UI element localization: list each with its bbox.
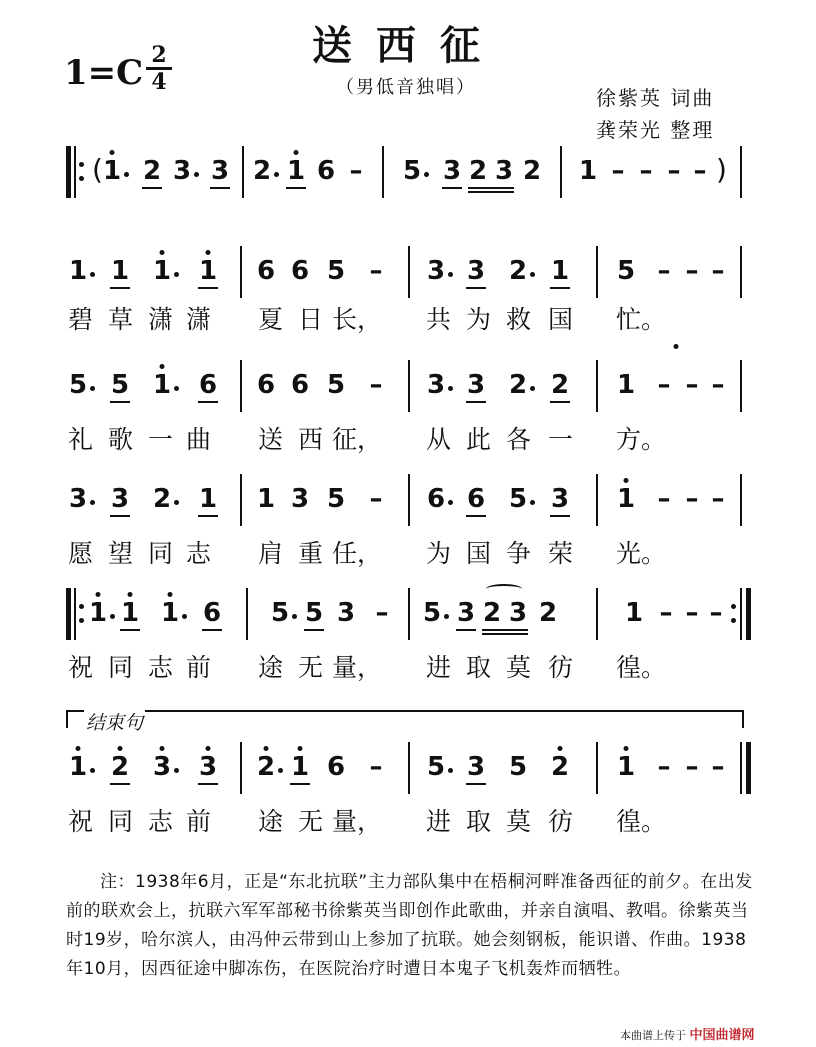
augmentation-dot [174,272,179,277]
beam-underline [468,187,514,189]
note: 1 [198,256,218,286]
augmentation-dot [444,614,449,619]
note: 1 [68,256,88,286]
octave-dot-high [558,746,563,751]
lyric-char: 礼 [68,425,94,454]
sustain-dash: – [711,370,725,400]
note: 5 [616,256,636,286]
octave-dot-high [160,746,165,751]
beam-underline [466,287,486,289]
beam-underline [466,783,486,785]
note: 3 [426,370,446,400]
lyric-char: 莫 [506,807,532,836]
lyric-char: 此 [466,425,492,454]
augmentation-dot [530,272,535,277]
repeat-start-thin [74,588,76,640]
lyric-char: 国 [466,539,492,568]
lyric-char: 志 [186,539,212,568]
beam-underline [290,783,310,785]
augmentation-dot [274,172,279,177]
note: 1 [624,598,644,628]
sustain-dash: – [611,156,625,186]
lyric-char: 徨。 [616,653,667,682]
beam-underline [120,629,140,631]
note: 6 [316,156,336,186]
augmentation-dot [424,172,429,177]
repeat-dot [731,618,736,623]
augmentation-dot [292,614,297,619]
sustain-dash: – [369,752,383,782]
lyric-char: 曲 [186,425,212,454]
lyric-char: 量， [332,653,383,682]
beam-underline [286,187,306,189]
historical-note [66,868,756,984]
beam-underline [482,633,528,635]
paren-close: ) [716,153,727,186]
repeat-dot [79,176,84,181]
lyric-char: 同 [108,807,134,836]
note: 2 [538,598,558,628]
augmentation-dot [448,272,453,277]
lyric-char: 歌 [108,425,134,454]
note: 5 [402,156,422,186]
lyric-char: 同 [148,539,174,568]
note: 3 [152,752,172,782]
repeat-dot [79,618,84,623]
note: 6 [290,370,310,400]
lyric-char: 望 [108,539,134,568]
lyric-char: 彷 [548,807,574,836]
note: 1 [290,752,310,782]
barline [240,474,242,526]
note: 3 [210,156,230,186]
note: 6 [256,370,276,400]
barline [240,742,242,794]
octave-dot-high [298,746,303,751]
lyric-char: 送 [258,425,284,454]
sustain-dash: – [657,256,671,286]
note: 1 [160,598,180,628]
lyric-char: 潇 [148,305,174,334]
note: 3 [172,156,192,186]
note: 3 [442,156,462,186]
augmentation-dot [530,500,535,505]
note: 1 [152,370,172,400]
song-subtitle: （男低音独唱） [336,77,476,98]
lyric-char: 一 [548,425,574,454]
barline [246,588,248,640]
sustain-dash: – [711,256,725,286]
lyric-char: 途 [258,653,284,682]
octave-dot-high [264,746,269,751]
note: 1 [256,484,276,514]
beam-underline [304,629,324,631]
note: 5 [326,484,346,514]
note: 1 [616,752,636,782]
note: 6 [326,752,346,782]
sustain-dash: – [369,256,383,286]
octave-dot-high [118,746,123,751]
note: 3 [336,598,356,628]
note: 2 [482,598,502,628]
note: 2 [252,156,272,186]
note: 3 [290,484,310,514]
note: 3 [550,484,570,514]
sustain-dash: – [667,156,681,186]
augmentation-dot [182,614,187,619]
augmentation-dot [90,500,95,505]
beam-underline [110,515,130,517]
octave-dot-high [110,150,115,155]
note: 1 [198,484,218,514]
lyric-char: 徨。 [616,807,667,836]
note: 5 [326,256,346,286]
octave-dot-high [168,592,173,597]
sustain-dash: – [657,752,671,782]
note: 3 [494,156,514,186]
repeat-end-thin [740,588,742,640]
note: 1 [88,598,108,628]
lyric-char: 志 [148,653,174,682]
augmentation-dot [448,500,453,505]
sustain-dash: – [659,598,673,628]
beam-underline [198,515,218,517]
lyric-char: 各 [506,425,532,454]
barline [408,588,410,640]
sustain-dash: – [685,370,699,400]
beam-underline [550,287,570,289]
beam-underline [142,187,162,189]
barline [596,588,598,640]
lyric-char: 无 [298,653,324,682]
lyric-char: 无 [298,807,324,836]
note: 2 [550,752,570,782]
beam-underline [482,629,528,631]
note: 5 [304,598,324,628]
note: 3 [466,752,486,782]
note: 6 [202,598,222,628]
repeat-start [66,588,71,640]
note: 1 [110,256,130,286]
barline [240,360,242,412]
beam-underline [550,401,570,403]
repeat-start-thin [74,146,76,198]
note: 6 [466,484,486,514]
augmentation-dot [174,768,179,773]
barline [382,146,384,198]
repeat-dot [79,162,84,167]
beam-underline [202,629,222,631]
lyric-char: 重 [298,539,324,568]
lyric-char: 荣 [548,539,574,568]
note: 3 [456,598,476,628]
note: 2 [550,370,570,400]
barline [408,360,410,412]
note: 3 [426,256,446,286]
lyric-char: 同 [108,653,134,682]
barline [596,474,598,526]
footer [620,1024,755,1043]
barline [560,146,562,198]
lyric-char: 彷 [548,653,574,682]
note: 6 [256,256,276,286]
note: 2 [522,156,542,186]
note: 6 [426,484,446,514]
note: 5 [508,752,528,782]
augmentation-dot [110,614,115,619]
lyric-char: 前 [186,653,212,682]
barline [596,246,598,298]
lyric-char: 共 [426,305,452,334]
lyric-char: 方。 [616,425,667,454]
augmentation-dot [174,386,179,391]
beam-underline [210,187,230,189]
sustain-dash: – [711,484,725,514]
octave-dot-high [624,478,629,483]
paren-open: ( [92,153,103,186]
ending-label: 结束句 [84,708,145,735]
beam-underline [110,287,130,289]
lyric-char: 忙。 [616,305,667,334]
sustain-dash: – [639,156,653,186]
time-denominator: 4 [151,69,167,95]
note: 2 [508,256,528,286]
note: 5 [508,484,528,514]
sustain-dash: – [711,752,725,782]
lyric-char: 长， [332,305,383,334]
repeat-dot [79,604,84,609]
note: 1 [102,156,122,186]
lyric-char: 肩 [258,539,284,568]
barline [740,360,742,412]
sustain-dash: – [375,598,389,628]
barline [740,146,742,198]
note: 2 [110,752,130,782]
sustain-dash: – [685,598,699,628]
final-barline [746,742,751,794]
note: 6 [290,256,310,286]
lyric-char: 量， [332,807,383,836]
note: 1 [578,156,598,186]
lyric-char: 西 [298,425,324,454]
note: 2 [142,156,162,186]
lyric-char: 救 [506,305,532,334]
octave-dot-high [206,250,211,255]
lyric-char: 进 [426,807,452,836]
lyric-char: 愿 [68,539,94,568]
octave-dot-high [160,364,165,369]
note: 1 [286,156,306,186]
note: 5 [426,752,446,782]
lyric-char: 取 [466,653,492,682]
lyric-char: 志 [148,807,174,836]
barline [596,360,598,412]
note: 3 [68,484,88,514]
lyric-char: 潇 [186,305,212,334]
barline [408,474,410,526]
beam-underline [110,401,130,403]
note: 1 [616,484,636,514]
lyric-char: 进 [426,653,452,682]
octave-dot-high [294,150,299,155]
lyric-char: 任， [332,539,383,568]
note: 3 [466,256,486,286]
note: 5 [68,370,88,400]
note: 3 [198,752,218,782]
barline [408,742,410,794]
footer-site: 中国曲谱网 [689,1028,755,1043]
repeat-dot [731,604,736,609]
song-title: 送西征 [312,23,504,69]
note: 6 [198,370,218,400]
note-paragraph: 注：1938年6月，正是“东北抗联”主力部队集中在梧桐河畔准备西征的前夕。在出发前的联欢会上，抗联六军军部秘书徐紫英当即创作此歌曲，并亲自演唱、教唱。徐紫英当时19岁，哈尔滨人，由冯仲云带到山上参加了抗联。她会刻钢板，能识谱、作曲。1938年10月，因西征途中脚冻伤，在医院治疗时遭日本鬼子飞机轰炸而牺牲。 [66,872,753,979]
augmentation-dot [194,172,199,177]
beam-underline [442,187,462,189]
augmentation-dot [90,386,95,391]
footer-prefix: 本曲谱上传于 [620,1029,686,1042]
lyric-char: 莫 [506,653,532,682]
note: 2 [256,752,276,782]
note: 1 [68,752,88,782]
lyric-char: 一 [148,425,174,454]
sustain-dash: – [685,256,699,286]
note: 3 [508,598,528,628]
note: 3 [466,370,486,400]
octave-dot-high [624,746,629,751]
lyric-char: 碧 [68,305,94,334]
note: 2 [508,370,528,400]
note: 5 [270,598,290,628]
lyric-char: 夏 [258,305,284,334]
note: 2 [152,484,172,514]
slur [486,584,522,594]
augmentation-dot [90,768,95,773]
augmentation-dot [124,172,129,177]
barline [242,146,244,198]
lyric-char: 途 [258,807,284,836]
sustain-dash: – [685,752,699,782]
augmentation-dot [174,500,179,505]
augmentation-dot [448,768,453,773]
time-signature [146,44,172,93]
beam-underline [466,515,486,517]
beam-underline [550,515,570,517]
sustain-dash: – [685,484,699,514]
lyric-char: 祝 [68,807,94,836]
barline [740,474,742,526]
augmentation-dot [278,768,283,773]
lyric-char: 草 [108,305,134,334]
sustain-dash: – [369,484,383,514]
augmentation-dot [530,386,535,391]
lyric-char: 日 [298,305,324,334]
beam-underline [456,629,476,631]
repeat-end [746,588,751,640]
note: 5 [326,370,346,400]
sustain-dash: – [693,156,707,186]
repeat-start [66,146,71,198]
barline [408,246,410,298]
beam-underline [198,401,218,403]
note: 1 [120,598,140,628]
octave-dot-high [206,746,211,751]
note: 2 [468,156,488,186]
lyric-char: 从 [426,425,452,454]
lyric-char: 征， [332,425,383,454]
credit-lyrics-music: 徐紫英 词曲 [596,86,715,110]
octave-dot-high [160,250,165,255]
augmentation-dot [448,386,453,391]
barline [740,742,742,794]
sustain-dash: – [349,156,363,186]
sustain-dash: – [657,370,671,400]
note: 3 [110,484,130,514]
note: 5 [110,370,130,400]
beam-underline [198,783,218,785]
note: 1 [152,256,172,286]
lyric-char: 取 [466,807,492,836]
sustain-dash: – [709,598,723,628]
key-signature: 1=C [64,53,144,93]
lyric-char: 国 [548,305,574,334]
barline [740,246,742,298]
octave-dot-high [96,592,101,597]
lyric-char: 为 [466,305,492,334]
note: 5 [422,598,442,628]
beam-underline [466,401,486,403]
barline [240,246,242,298]
time-numerator: 2 [151,42,167,68]
lyric-char: 争 [506,539,532,568]
ending-bracket [66,710,744,728]
beam-underline [468,191,514,193]
lyric-char: 光。 [616,539,667,568]
lyric-char: 祝 [68,653,94,682]
augmentation-dot [90,272,95,277]
lyric-char: 为 [426,539,452,568]
sustain-dash: – [369,370,383,400]
sustain-dash: – [657,484,671,514]
barline [596,742,598,794]
credit-arranger: 龚荣光 整理 [596,118,715,142]
beam-underline [198,287,218,289]
note: 1 [550,256,570,286]
octave-dot-high [76,746,81,751]
beam-underline [110,783,130,785]
lyric-char: 前 [186,807,212,836]
stray-mark [674,344,679,349]
note: 1 [616,370,636,400]
octave-dot-high [128,592,133,597]
